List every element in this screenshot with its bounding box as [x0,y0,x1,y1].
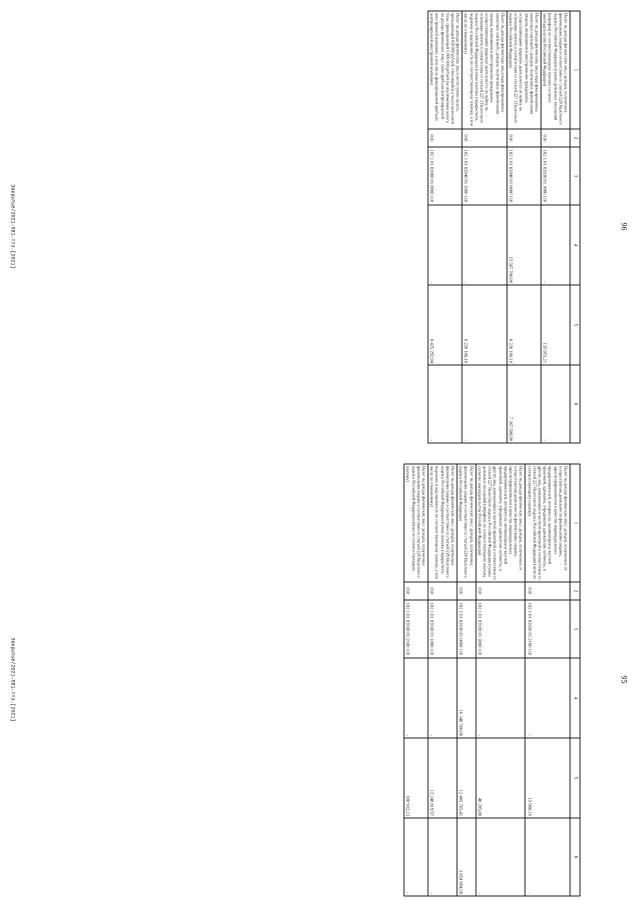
executed-value: 100 932,23 [404,738,428,818]
table-row [525,464,570,896]
table-row [457,464,476,896]
row-name: Налог на доходы физических лиц в части суммы налога, превышающей 650 000 рублей, относящейся к части налоговой базы, превышающей 5 000 000 рублей (за исключением налога на доходы физических лиц с сумм прибыли контролируемой иностранной компании, в том числе фиксированной прибыли контролируемой иностранной компании) [428,11,462,129]
budget-code: 182 1 01 02030 01 3000 110 [541,147,570,205]
row-name: Налог на доходы физических лиц в виде фиксированных авансовых платежей с доходов, полученных физическими лицами, являющимися иностранными гражданами, осуществляющими трудовую деятельность по найму на основании патента в соответствии со статьей 227.1 Налогового кодекса Российской Федерации [507,11,541,129]
header-cell: 4 [570,205,580,285]
approved-value: - [476,658,526,738]
header-cell: 5 [570,285,580,365]
header-cell: 6 [570,365,580,443]
table-row [476,464,526,896]
table-row [541,11,570,443]
line-code: 010 [507,129,541,147]
line-code: 010 [525,582,570,600]
table-row [404,464,428,896]
table-row [507,11,541,443]
page-number: 96 [619,222,629,231]
line-code: 010 [541,129,570,147]
budget-code: 182 1 01 02020 01 3000 110 [476,600,526,658]
row-name: Налог на доходы физических лиц с доходов, полученных физическими лицами в соответствии со статьей 228 Налогового кодекса Российской Федерации (суммы денежных взысканий (штрафов) по соответствующему платежу согласно законодательству Российской Федерации) [541,11,570,129]
header-cell: 5 [570,738,580,818]
executed-value: 48 285,80 [476,738,526,818]
rotated-page-96 [0,1,639,453]
executed-value: 135 953,21 [541,285,570,365]
row-name: Налог на доходы физических лиц с доходов, полученных от осуществления деятельности физическими лицами, зарегистрированными в качестве индивидуальных предпринимателей, нотариусов, занимающихся частной практикой, адвокатов, учредивших адвокатские кабинеты, и других лиц, занимающихся частной практикой в соответствии со статьей 227 Налогового кодекса Российской Федерации (пени по соответствующему платежу) [525,464,570,582]
header-cell: 2 [570,129,580,147]
header-cell: 4 [570,658,580,738]
page-footer: Закрытые/2021-581-ттэ.[2021] [9,637,16,722]
revenue-table [404,464,581,897]
table-row [428,464,457,896]
line-code: 010 [457,582,476,600]
approved-value: - [541,205,570,285]
budget-code: 182 1 01 02030 01 0000 110 [457,600,476,658]
remaining-value: - [476,818,526,896]
budget-code: 182 1 01 02080 01 0000 110 [428,147,462,205]
executed-value: 8 220 100,10 [507,285,541,365]
header-cell: 2 [570,582,580,600]
rotated-page-95 [0,454,639,905]
remaining-value: - [462,365,507,443]
line-code: 010 [462,129,507,147]
approved-value: 16 340 700,00 [457,658,476,738]
header-row [570,464,580,896]
executed-value: 8 425 292,94 [428,285,462,365]
approved-value: - [462,205,507,285]
row-name: Налог на доходы физических лиц с доходов, полученных физическими лицами в соответствии со статьей 228 Налогового кодекса Российской Федерации [457,464,476,582]
header-row [570,11,580,443]
row-name: Налог на доходы физических лиц с доходов, полученных от осуществления деятельности физическими лицами, зарегистрированными в качестве индивидуальных предпринимателей, нотариусов, занимающихся частной практикой, адвокатов, учредивших адвокатские кабинеты, и других лиц, занимающихся частной практикой в соответствии со статьей 227 Налогового кодекса Российской Федерации (суммы денежных взысканий (штрафов) по соответствующему платежу согласно законодательству Российской Федерации) [476,464,526,582]
budget-code: 182 1 01 02030 01 2100 110 [404,600,428,658]
page-footer: Закрытые/2021-581-ттэ.[2021] [9,184,16,269]
header-cell: 1 [570,464,580,582]
page-number: 95 [619,675,629,684]
remaining-value: - [428,365,462,443]
table-row [428,11,462,443]
remaining-value: - [428,818,457,896]
page-95 [0,453,639,905]
approved-value: - [404,658,428,738]
row-name: Налог на доходы физических лиц с доходов, полученных физическими лицами в соответствии со статьей 228 Налогового кодекса Российской Федерации (пени по соответствующему платежу) [404,464,428,582]
budget-code: 182 1 01 02020 01 2100 110 [525,600,570,658]
header-cell: 3 [570,147,580,205]
revenue-table [427,11,580,444]
executed-value: 12 485 705,41 [457,738,476,818]
row-name: Налог на доходы физических лиц с доходов, полученных физическими лицами в соответствии со статьей 228 Налогового кодекса Российской Федерации (сумма платежа (перерасчеты, недоимка и задолженность по соответствующему платежу, в том числе по отмененному) [428,464,457,582]
row-name: Налог на доходы физических лиц в виде фиксированных авансовых платежей с доходов, полученных физическими лицами, являющимися иностранными гражданами, осуществляющими трудовую деятельность по найму на основании патента в соответствии со статьей 227.1 Налогового кодекса Российской Федерации (сумма платежа (перерасчеты, недоимка и задолженность по соответствующему платежу, в том числе по отмененному) [462,11,507,129]
line-code: 010 [404,582,428,600]
page-96 [0,0,639,452]
line-code: 010 [476,582,526,600]
remaining-value: - [525,818,570,896]
remaining-value: - [404,818,428,896]
remaining-value: 7 367 599,90 [507,365,541,443]
approved-value: - [525,658,570,738]
budget-code: 182 1 01 02030 01 1000 110 [428,600,457,658]
approved-value: 15 587 700,00 [507,205,541,285]
table-row [462,11,507,443]
header-cell: 1 [570,11,580,129]
approved-value: - [428,205,462,285]
budget-code: 182 1 01 02040 01 1000 110 [462,147,507,205]
header-cell: 3 [570,600,580,658]
executed-value: 12 248 819,97 [428,738,457,818]
remaining-value: 3 854 994,59 [457,818,476,896]
header-cell: 6 [570,818,580,896]
executed-value: 15 988,16 [525,738,570,818]
line-code: 010 [428,582,457,600]
approved-value: - [428,658,457,738]
executed-value: 8 220 100,10 [462,285,507,365]
remaining-value: - [541,365,570,443]
line-code: 010 [428,129,462,147]
budget-code: 182 1 01 02040 01 0000 110 [507,147,541,205]
